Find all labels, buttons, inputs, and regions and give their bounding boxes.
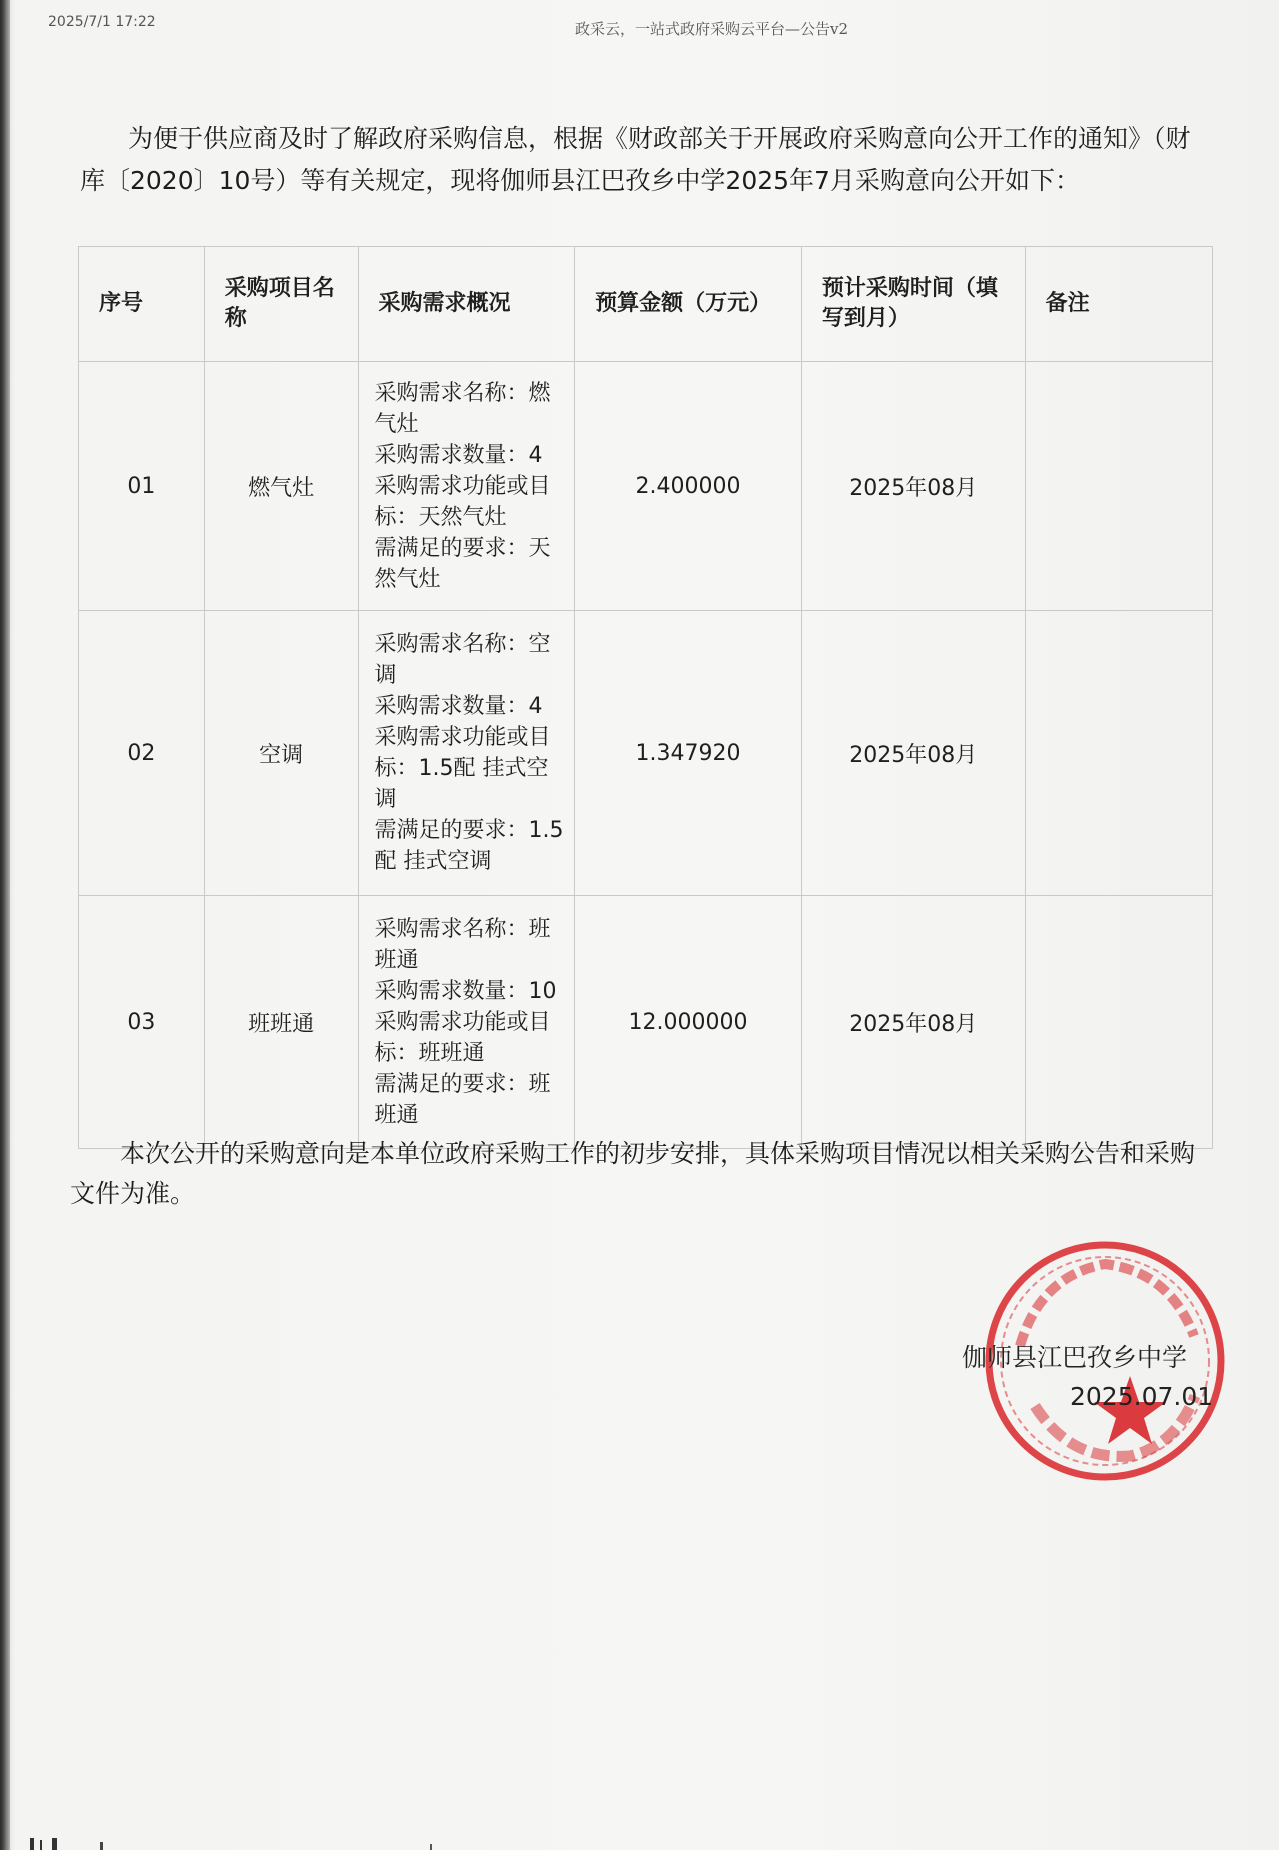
cell-seq: 03: [79, 896, 205, 1149]
table-row: [79, 896, 1213, 1149]
header-expected-time: 预计采购时间（填写到月）: [801, 247, 1025, 362]
cell-project-name: 班班通: [204, 896, 358, 1149]
summary-line: 采购需求功能或目标：1.5配 挂式空调: [374, 725, 551, 812]
header-requirement-summary: 采购需求概况: [358, 247, 575, 362]
scan-bottom-artifacts: [30, 1838, 1230, 1850]
summary-line: 需满足的要求：班班通: [374, 1071, 551, 1128]
print-header: [0, 14, 1279, 38]
table-row: [79, 362, 1213, 611]
scan-mark: [40, 1840, 42, 1850]
procurement-intent-table: [78, 246, 1213, 1149]
scan-mark: [430, 1844, 432, 1850]
summary-line: 采购需求数量：10: [374, 978, 557, 1004]
summary-line: 采购需求功能或目标：班班通: [374, 1009, 551, 1066]
print-timestamp: 2025/7/1 17:22: [48, 14, 156, 30]
summary-line: 需满足的要求：1.5配 挂式空调: [374, 818, 564, 874]
cell-budget: 12.000000: [575, 896, 802, 1149]
signature-org: 伽师县江巴孜乡中学: [962, 1343, 1188, 1372]
cell-project-name: 空调: [204, 611, 358, 896]
cell-remark: [1025, 611, 1212, 896]
cell-expected-time: 2025年08月: [801, 896, 1025, 1149]
summary-line: 采购需求名称：空调: [374, 632, 551, 688]
header-seq: 序号: [79, 247, 205, 362]
header-budget: 预算金额（万元）: [575, 247, 802, 362]
cell-summary: [358, 896, 575, 1149]
summary-line: 采购需求数量：4: [374, 442, 543, 468]
footer-note: 本次公开的采购意向是本单位政府采购工作的初步安排，具体采购项目情况以相关采购公告和采购文件为准。: [70, 1139, 1196, 1208]
scan-mark: [30, 1838, 34, 1850]
cell-summary: [358, 611, 575, 896]
scan-mark: [52, 1838, 57, 1850]
summary-line: 需满足的要求：天然气灶: [374, 535, 551, 592]
scan-mark: [100, 1842, 103, 1850]
header-project-name: 采购项目名称: [204, 247, 358, 362]
cell-expected-time: 2025年08月: [801, 362, 1025, 611]
print-page-title: 政采云，一站式政府采购云平台—公告v2: [575, 20, 849, 38]
scan-edge-shadow: [0, 0, 10, 1850]
summary-line: 采购需求名称：班班通: [374, 916, 551, 973]
table-row: [79, 611, 1213, 896]
summary-line: 采购需求名称：燃气灶: [374, 380, 551, 437]
cell-summary: [358, 362, 575, 611]
signature-date: 2025.07.01: [1070, 1382, 1214, 1411]
header-remark: 备注: [1025, 247, 1212, 362]
cell-project-name: 燃气灶: [204, 362, 358, 611]
summary-line: 采购需求功能或目标：天然气灶: [374, 473, 551, 530]
seal-script-arc: [1020, 1264, 1194, 1346]
cell-seq: 02: [79, 611, 205, 896]
cell-budget: 2.400000: [575, 362, 802, 611]
intro-paragraph: 为便于供应商及时了解政府采购信息，根据《财政部关于开展政府采购意向公开工作的通知》（财库〔2020〕10号）等有关规定，现将伽师县江巴孜乡中学2025年7月采购意向公开如下：: [80, 124, 1191, 195]
cell-expected-time: 2025年08月: [801, 611, 1025, 896]
cell-remark: [1025, 362, 1212, 611]
cell-remark: [1025, 896, 1212, 1149]
summary-line: 采购需求数量：4: [374, 694, 543, 719]
cell-budget: 1.347920: [575, 611, 802, 896]
cell-seq: 01: [79, 362, 205, 611]
table-header-row: [79, 247, 1213, 362]
